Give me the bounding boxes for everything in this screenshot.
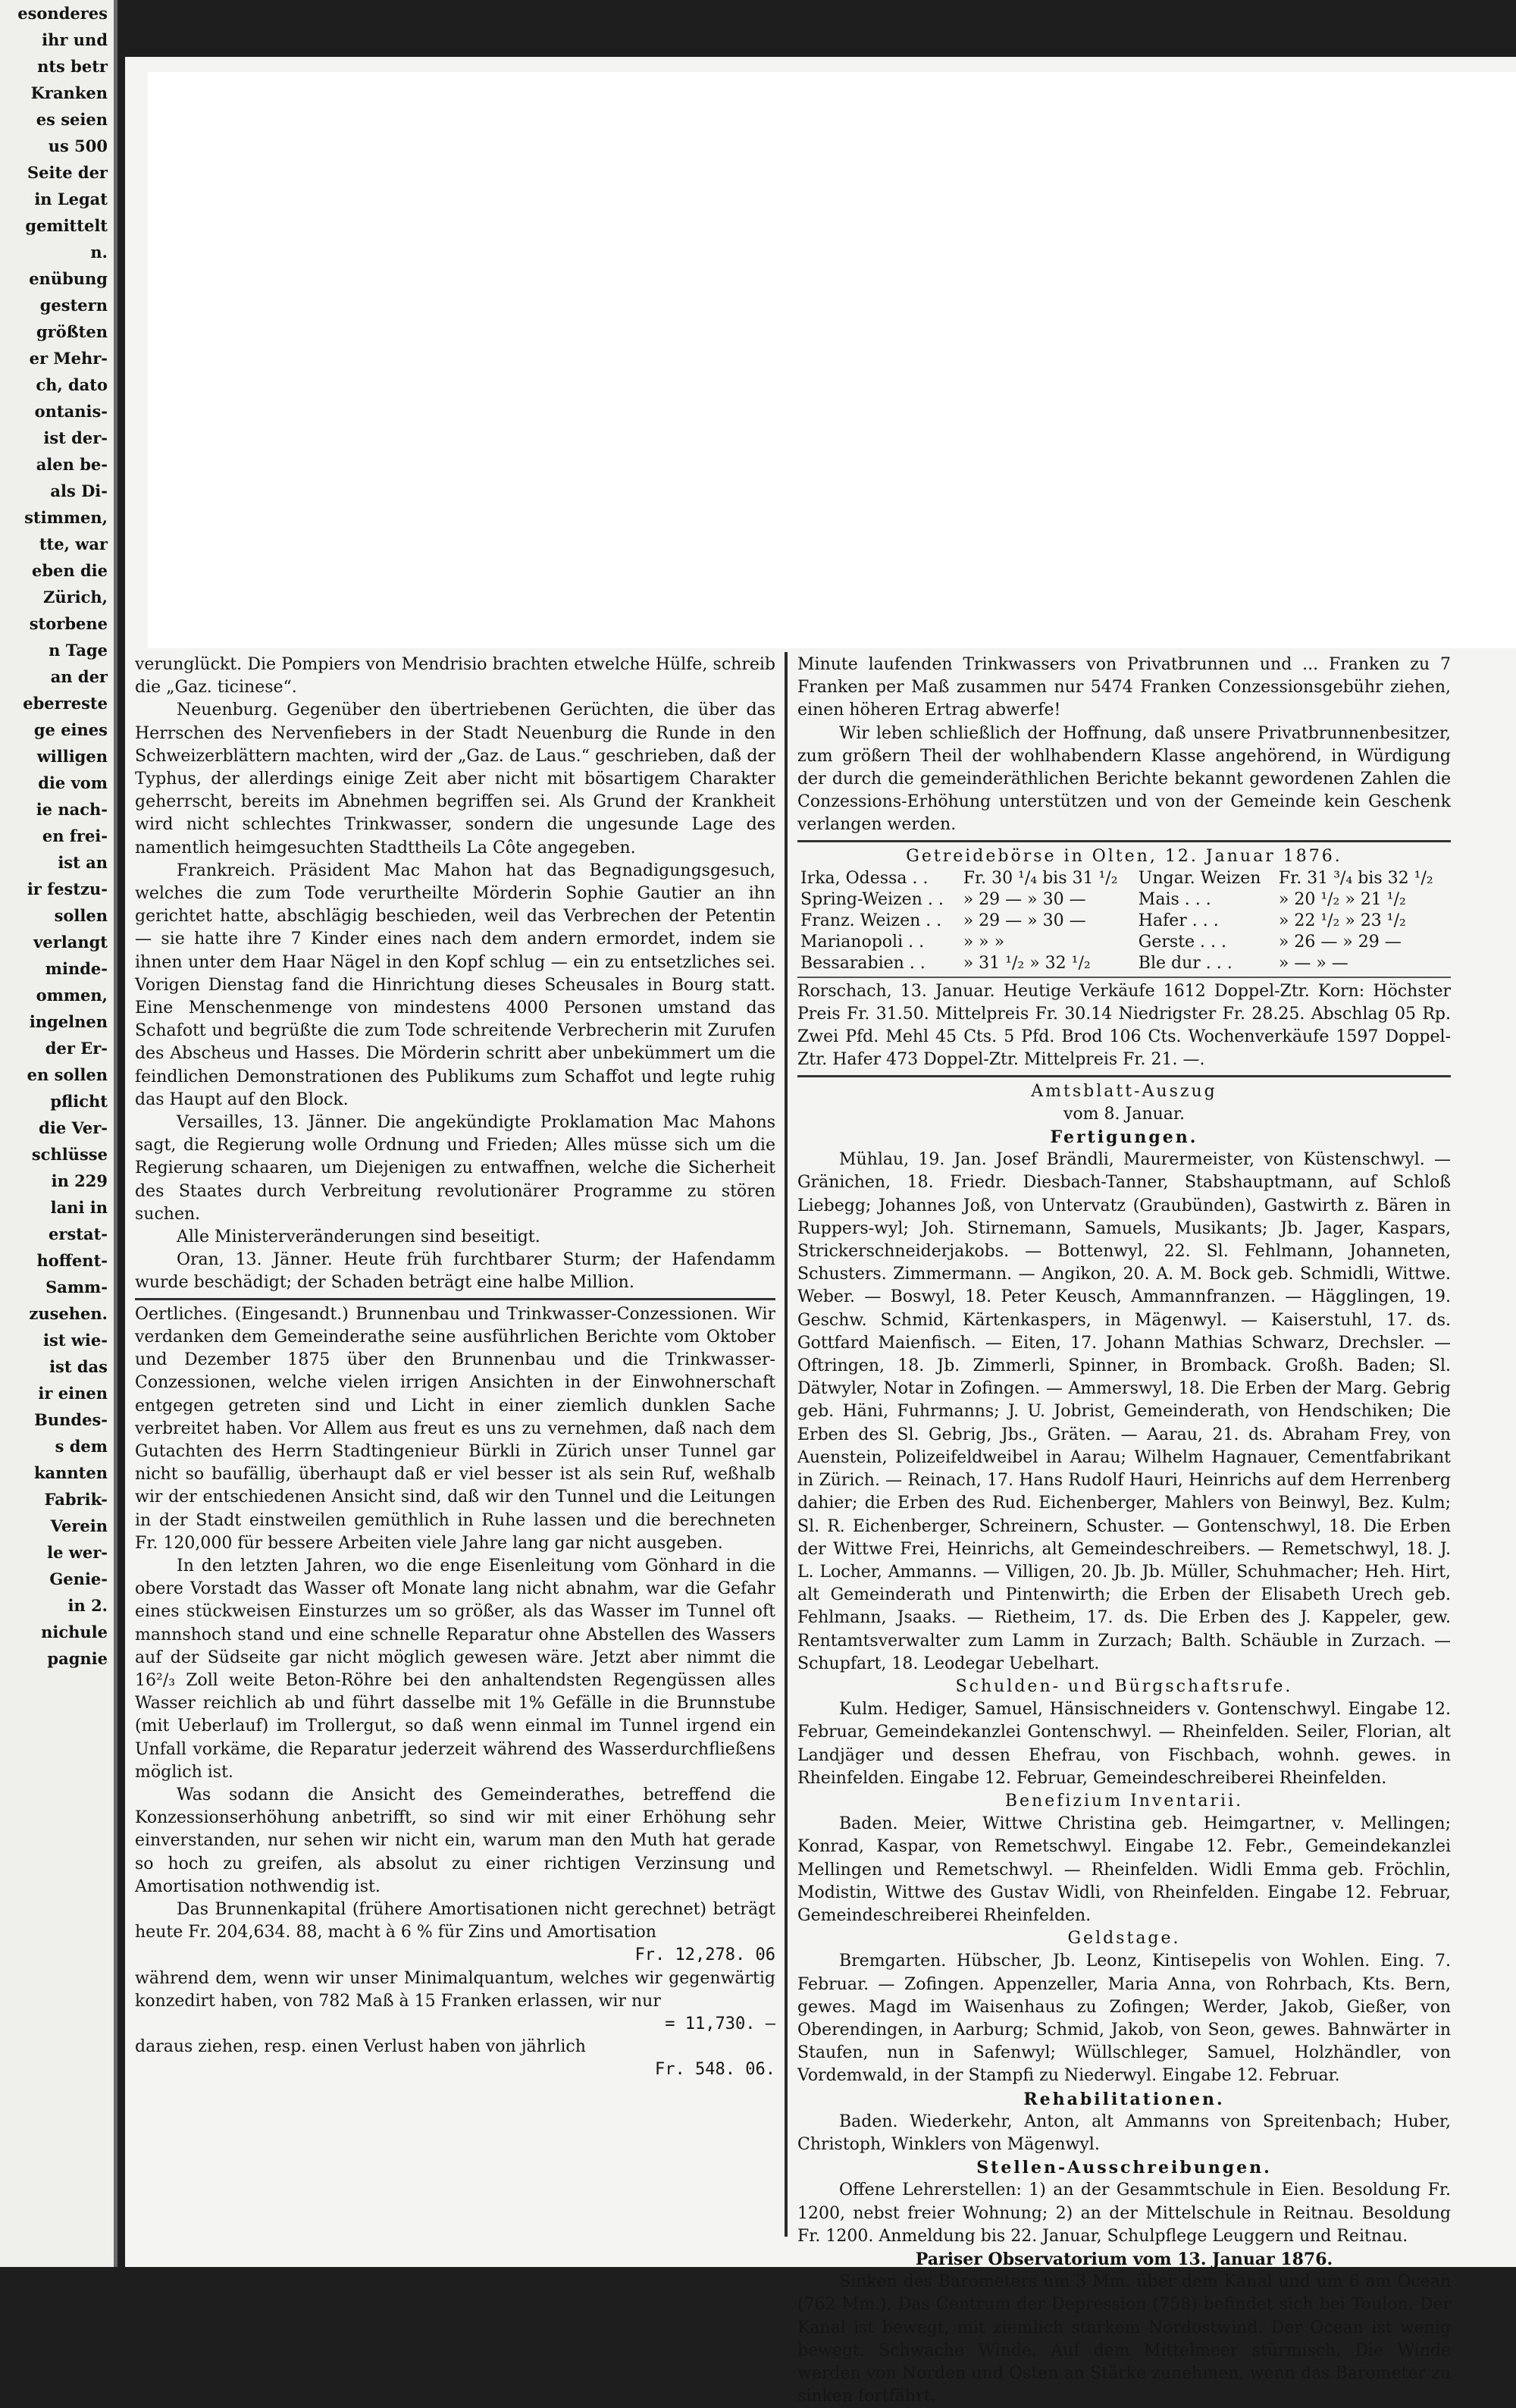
fertigungen-text: Mühlau, 19. Jan. Josef Brändli, Maurermeister, von Küstenschwyl. — Gränichen, 18. Friedr. Diesbach-Tanner, Stabshauptmann, auf Schloß Liebegg; Johannes Joß, von Untervatz (Graubünden), Gastwirth z. Bären in Ruppers-wyl; Joh. Stirnemann, Samuels, Musikants; Jb. Jager, Kaspars, Strickerschneiderjakobs. — Bottenwyl, 22. Sl. Fehlmann, Johanneten, Schusters. Zimmermann. — Angikon, 20. A. M. Bock geb. Schmidli, Wittwe. Weber. — Boswyl, 18. Peter Keusch, Ammannfranzen. — Hägglingen, 19. Geschw. Schmid, Kärtenkaspers, in Mägenwyl. — Kaiserstuhl, 17. ds. Gottfard Maienfisch. — Eiten, 17. Johann Mathias Schwarz, Drechsler. — Oftringen, 18. Jb. Zimmerli, Spinner, in Bromback. Großh. Baden; Sl. Dätwyler, Notar in Zofingen. — Ammerswyl, 18. Die Erben der Marg. Gebrig geb. Häni, Fuhrmanns; J. U. Jobrist, Gemeinderath, von Hendschiken; Die Erben des Sl. Gebrig, Jbs., Gräten. — Aarau, 21. ds. Abraham Frey, von Auenstein, Polizeifeldweibel in Aarau; Wilhelm Hagnauer, Cementfabrikant in Zürich. — Reinach, 17. Hans Rudolf Hauri, Heinrichs auf dem Herrenberg dahier; die Erben des Rud. Eichenberger, Mahlers von Beinwyl, Bez. Kulm; Sl. R. Eichenberger, Schreinern, Schuster. — Gontenschwyl, 18. Die Erben der Wittwe Frei, Heinrichs, alt Gemeindeschreibers. — Remetschwyl, 18. J. L. Locher, Ammanns. — Villigen, 20. Jb. Jb. Müller, Schuhmacher; Heh. Hirt, alt Gemeinderath und Pintenwirth; die Erben der Elisabeth Urech geb. Fehlmann, Jsaaks. — Rietheim, 17. ds. Die Erben des J. Kappeler, gew. Rentamtsverwalter zum Lamm in Zurzach; Balth. Schäuble in Zurzach. — Schupfart, 18. Leodegar Uebelhart. — [797, 1150, 1451, 1673]
margin-fragment: ist der- — [43, 428, 108, 447]
article-brunnenkapital: Das Brunnenkapital (frühere Amortisationen nicht gerechnet) beträgt heute Fr. 204,634. 88, macht à 6 % für Zins und Amortisation — [135, 1899, 775, 1942]
rehabilitationen-text: Baden. Wiederkehr, Anton, alt Ammanns von Spreitenbach; Huber, Christoph, Winklers von Mägenwyl. — [797, 2112, 1451, 2154]
margin-fragment: alen be- — [36, 455, 108, 474]
margin-fragment: hoffent- — [36, 1251, 108, 1270]
margin-fragment: gemittelt — [25, 216, 108, 235]
grain-price-cell: » 29 — » 30 — — [963, 889, 1086, 909]
margin-fragment: Seite der — [27, 163, 108, 182]
margin-fragment: in Legat — [34, 190, 108, 209]
article-konzession: Was sodann die Ansicht des Gemeinderathes, betreffend die Konzessionserhöhung anbetrifft, so sind wir mit einer Erhöhung sehr einverstanden, nur sehen wir nicht ein, warum man den Muth hat gerade so hoch zu greifen, als absolut zu einer richtigen Verzinsung und Amortisation nothwendig ist. — [135, 1785, 775, 1896]
margin-fragment: die Ver- — [39, 1118, 108, 1137]
margin-fragment: ontanis- — [34, 402, 108, 421]
margin-fragment: erstat- — [49, 1224, 108, 1243]
section-rule — [797, 840, 1451, 842]
stellen-text: Offene Lehrerstellen: 1) an der Gesammtschule in Eien. Besoldung Fr. 1200, nebst freier Wohnung; 2) an der Mittelschule in Reitnau. Besoldung Fr. 1200. Anmeldung bis 22. Januar, Schulpflege Leuggern und Reitnau. — [797, 2181, 1451, 2246]
margin-fragment: ch, dato — [36, 375, 108, 394]
amtsblatt-date: vom 8. Januar. — [1063, 1104, 1185, 1124]
article-mendrisio-end: verunglückt. Die Pompiers von Mendrisio brachten etwelche Hülfe, schreib die „Gaz. ticinese“. — [135, 655, 775, 698]
grain-price-cell: » 29 — » 30 — — [963, 911, 1086, 930]
pariser-observatorium-heading: Pariser Observatorium vom 13. Januar 1876. — [915, 2250, 1333, 2269]
grain-price-table — [797, 868, 1451, 974]
margin-fragment: tte, war — [39, 535, 108, 553]
margin-fragment: le wer- — [47, 1543, 108, 1562]
article-frankreich: Frankreich. Präsident Mac Mahon hat das Begnadigungsgesuch, welches die zum Tode verurtheilte Mörderin Sophie Gautier an ihn gerichtet hatte, abschlägig beschieden, weil das Verbrechen der Petentin — sie hatte ihre 7 Kinder eines nach dem andern ermordet, indem sie ihnen unter dem Haar Nägel in den Kopf schlug — ein zu entsetzliches sei. Vorigen Dienstag fand die Hinrichtung dieses Scheusales in Bourg statt. Eine Menschenmenge von mindestens 4000 Personen umstand das Schafott und begrüßte die zum Tode schreitende Verbrecherin mit Zurufen des Abscheus und Hasses. Die Mörderin schritt aber unbekümmert um die feindlichen Demonstrationen des Publikums zum Schaffot und legte ruhig das Haupt auf den Block. — [135, 861, 775, 1109]
margin-fragment: an der — [50, 667, 108, 686]
margin-fragment: in 2. — [67, 1596, 108, 1615]
margin-fragment: kannten — [33, 1463, 108, 1482]
grain-price-cell: Fr. 31 ³/₄ bis 32 ¹/₂ — [1278, 868, 1433, 888]
margin-fragment: minde- — [45, 959, 108, 978]
sum-line-3: Fr. 548. 06. — [655, 2060, 775, 2080]
grain-price-cell: Gerste . . . — [1138, 932, 1227, 952]
margin-fragment: ie nach- — [36, 800, 108, 819]
article-verlust: daraus ziehen, resp. einen Verlust haben von jährlich — [135, 2037, 586, 2057]
margin-fragment: pagnie — [47, 1649, 108, 1668]
margin-fragment: en sollen — [27, 1065, 108, 1084]
margin-fragment: größten — [36, 322, 108, 341]
grain-price-row — [797, 911, 1451, 932]
margin-fragment: s dem — [55, 1437, 108, 1456]
pariser-observatorium-text: Sinken des Barometers um 3 Mm. über dem Kanal und um 6 am Ocean (762 Mm.). Das Centrum der Depression (758) befindet sich bei Toulon. Der Kanal ist bewegt, mit ziemlich starkem Nordostwind. Der Ocean ist wenig bewegt. Schwache Winde. Auf dem Mittelmeer stürmisch. Die Winde werden von Norden und Osten an Stärke zunehmen, wenn das Barometer zu sinken fortfährt. — [797, 2272, 1451, 2406]
sum-line-1: Fr. 12,278. 06 — [634, 1946, 775, 1965]
margin-fragment: Fabrik- — [44, 1490, 108, 1509]
article-minister: Alle Ministerveränderungen sind beseitigt. — [177, 1228, 540, 1247]
margin-fragment: ist wie- — [43, 1331, 108, 1350]
grain-price-cell: Irka, Odessa . . — [800, 868, 929, 888]
section-rule — [797, 977, 1451, 978]
article-continuation: Minute laufenden Trinkwassers von Privatbrunnen und ... Franken zu 7 Franken per Maß zusammen nur 5474 Franken Conzessionsgebühr ziehen, einen höheren Ertrag abwerfe! — [797, 655, 1451, 720]
margin-fragment: Zürich, — [42, 588, 108, 607]
sum-line-2: = 11,730. — — [665, 2014, 775, 2033]
section-rule — [797, 1075, 1451, 1077]
grain-price-cell: Ble dur . . . — [1138, 953, 1233, 973]
margin-fragment: nichule — [41, 1623, 108, 1641]
margin-fragment: ihr und — [42, 30, 108, 49]
rehabilitationen-heading: Rehabilitationen. — [1023, 2089, 1225, 2109]
margin-fragment: sollen — [54, 906, 108, 925]
margin-fragment: us 500 — [48, 136, 108, 155]
amtsblatt-title: Amtsblatt-Auszug — [1031, 1081, 1217, 1101]
margin-fragment: Samm- — [45, 1278, 108, 1296]
margin-fragment: ir festzu- — [27, 879, 108, 898]
margin-fragment: es seien — [36, 110, 108, 129]
margin-fragment: er Mehr- — [29, 349, 108, 368]
margin-fragment: lani in — [50, 1198, 108, 1217]
grain-price-row — [797, 868, 1451, 889]
margin-fragment: willigen — [36, 747, 108, 766]
grain-price-row — [797, 932, 1451, 953]
margin-fragment: eberreste — [23, 694, 108, 713]
margin-fragment: Genie- — [49, 1569, 108, 1588]
margin-fragment: ge eines — [33, 720, 108, 739]
grain-exchange-title: Getreidebörse in Olten, 12. Januar 1876. — [906, 846, 1342, 866]
margin-fragment: ommen, — [36, 986, 108, 1005]
article-oran: Oran, 13. Jänner. Heute früh furchtbarer Sturm; der Hafendamm wurde beschädigt; der Schaden beträgt eine halbe Million. — [135, 1250, 775, 1293]
grain-price-cell: Spring-Weizen . . — [800, 889, 944, 909]
grain-price-cell: » — » — — [1278, 953, 1348, 973]
grain-price-cell: Marianopoli . . — [800, 932, 925, 952]
margin-fragment: der Er- — [45, 1039, 108, 1058]
grain-price-cell: » » » — [963, 932, 1005, 952]
margin-fragment: gestern — [39, 296, 108, 315]
margin-fragment: ist an — [58, 853, 108, 872]
margin-fragment: pflicht — [50, 1092, 108, 1111]
margin-fragment: verlangt — [33, 933, 108, 952]
section-rule — [135, 1298, 775, 1300]
margin-fragment: schlüsse — [31, 1145, 108, 1164]
geldstage-heading: Geldstage. — [1067, 1929, 1181, 1949]
margin-fragment: stimmen, — [24, 508, 108, 527]
margin-fragment: zusehen. — [29, 1304, 108, 1323]
right-column — [797, 654, 1451, 2408]
rorschach-report: Rorschach, 13. Januar. Heutige Verkäufe 1612 Doppel-Ztr. Korn: Höchster Preis Fr. 31.50. Mittelpreis Fr. 30.14 Niedrigster Fr. 28.25. Abschlag 05 Rp. Zwei Pfd. Mehl 45 Cts. 5 Pfd. Brod 106 Cts. Wochenverkäufe 1597 Doppel-Ztr. Hafer 473 Doppel-Ztr. Mittelpreis Fr. 21. —. — [797, 981, 1451, 1070]
column-divider — [785, 652, 788, 2237]
article-versailles: Versailles, 13. Jänner. Die angekündigte Proklamation Mac Mahons sagt, die Regierung wolle Ordnung und Frieden; Alles müsse sich um die Regierung schaaren, um Diejenigen zu entwaffnen, welche die Sicherheit des Staates durch Verbreitung revolutionärer Programme zu stören suchen. — [135, 1113, 775, 1224]
margin-fragment: ist das — [49, 1357, 108, 1376]
fertigungen-heading: Fertigungen. — [1050, 1127, 1198, 1148]
article-minimalquantum: während dem, wenn wir unser Minimalquantum, welches wir gegenwärtig konzedirt haben, von 782 Maß à 15 Franken erlassen, wir nur — [135, 1968, 775, 2011]
margin-fragment: in 229 — [51, 1171, 108, 1190]
article-tunnel: In den letzten Jahren, wo die enge Eisenleitung vom Gönhard in die obere Vorstadt das Wasser oft Monate lang nicht abnahm, war die Gefahr eines stückweisen Einsturzes um so größer, als das Wasser im Tunnel oft mannshoch stand und eine schnelle Reparatur ohne Abstellen des Wassers auf der Südseite gar nicht möglich gewesen wäre. Jetzt aber nimmt die 16²/₃ Zoll weite Beton-Röhre bei den anhaltendsten Regengüssen alles Wasser reichlich ab und führt dasselbe mit 1% Gefälle in die Brunnstube (mit Ueberlauf) im Trollergut, so daß wenn einmal im Tunnel irgend ein Unfall vorkäme, die Reparatur jederzeit während des Wasserdurchfließens möglich ist. — [135, 1556, 775, 1782]
grain-price-cell: Franz. Weizen . . — [800, 911, 942, 930]
margin-fragment: n Tage — [49, 641, 108, 660]
margin-fragment: nts betr — [37, 57, 108, 76]
margin-fragment: Bundes- — [34, 1410, 108, 1429]
grain-price-row — [797, 953, 1451, 974]
grain-price-cell: » 26 — » 29 — — [1278, 932, 1402, 952]
geldstage-text: Bremgarten. Hübscher, Jb. Leonz, Kintisepelis von Wohlen. Eing. 7. Februar. — Zofingen. Appenzeller, Maria Anna, von Rohrbach, Kts. Bern, gewes. Magd im Waisenhaus zu Zofingen; Werder, Jakob, Gießer, von Oberendingen, in Aarburg; Schmid, Jakob, von Seon, gewes. Bahnwärter in Staufen, nun in Safenwyl; Wüllschleger, Samuel, Holzhändler, von Vordemwald, in der Stampfi zu Niederwyl. Eingabe 12. Februar. — [797, 1952, 1451, 2086]
margin-fragment: en frei- — [42, 826, 108, 845]
grain-price-cell: Hafer . . . — [1138, 911, 1219, 930]
margin-fragment: die vom — [38, 773, 108, 792]
article-oertliches: Oertliches. (Eingesandt.) Brunnenbau und Trinkwasser-Conzessionen. Wir verdanken dem Gemeinderathe seine ausführlichen Berichte vom Oktober und Dezember 1875 über den Brunnenbau und die Trinkwasser-Conzessionen, welche vielen irrigen Ansichten in der Einwohnerschaft entgegen getreten sind und Licht in einer ziemlich dunklen Sache verbreitet haben. Vor Allem aus freut es uns zu vernehmen, daß nach dem Gutachten des Herrn Stadtingenieur Bürkli in Zürich unser Tunnel gar nicht so baufällig, überhaupt daß er viel besser ist als sein Ruf, weßhalb wir der entschiedenen Ansicht sind, daß wir den Tunnel und die Leitungen in der Stadt einstweilen gemüthlich in Ruhe lassen und die berechneten Fr. 120,000 für bessere Arbeiten viele Jahre lang gar nicht ausgeben. — [135, 1304, 775, 1553]
margin-fragment: storbene — [29, 614, 108, 633]
grain-price-cell: Ungar. Weizen — [1138, 868, 1261, 888]
margin-fragment: eben die — [31, 561, 108, 580]
grain-price-cell: » 22 ¹/₂ » 23 ¹/₂ — [1278, 911, 1406, 930]
margin-fragment: esonderes — [17, 4, 108, 23]
grain-price-cell: » 20 ¹/₂ » 21 ¹/₂ — [1278, 889, 1406, 909]
grain-price-cell: Mais . . . — [1138, 889, 1211, 909]
article-neuenburg: Neuenburg. Gegenüber den übertriebenen Gerüchten, die über das Herrschen des Nervenfiebers in der Stadt Neuenburg die Runde in den Schweizerblättern machten, wird der „Gaz. de Laus.“ geschrieben, daß der Typhus, der allerdings einige Zeit aber nicht mit bösartigem Charakter geherrscht, bereits im Abnehmen begriffen sei. Als Grund der Krankheit wird nicht schlechtes Trinkwasser, sondern die ungesunde Lage des namentlich heimgesuchten Stadttheils La Côte angegeben. — [135, 701, 775, 858]
schulden-text: Kulm. Hediger, Samuel, Hänsischneiders v. Gontenschwyl. Eingabe 12. Februar, Gemeindekanzlei Gontenschwyl. — Rheinfelden. Seiler, Florian, alt Landjäger und dessen Ehefrau, von Fischbach, wohnh. gewes. in Rheinfelden. Eingabe 12. Februar, Gemeindeschreiberei Rheinfelden. — [797, 1700, 1451, 1788]
stellen-heading: Stellen-Ausschreibungen. — [976, 2158, 1272, 2178]
margin-fragment: ir einen — [38, 1384, 108, 1403]
margin-fragment: Kranken — [30, 83, 108, 102]
benefizium-text: Baden. Meier, Wittwe Christina geb. Heimgartner, v. Mellingen; Konrad, Kaspar, von Remetschwyl. Eingabe 12. Febr., Gemeindekanzlei Mellingen und Remetschwyl. — Rheinfelden. Widli Emma geb. Fröchlin, Modistin, Wittwe des Gustav Widli, von Rheinfelden. Eingabe 12. Februar, Gemeindeschreiberei Rheinfelden. — [797, 1814, 1451, 1925]
blank-paper-overlay — [148, 72, 1516, 648]
margin-fragment: n. — [90, 243, 108, 262]
schulden-heading: Schulden- und Bürgschaftsrufe. — [955, 1676, 1293, 1696]
margin-fragment: als Di- — [50, 481, 108, 500]
grain-price-cell: » 31 ¹/₂ » 32 ¹/₂ — [963, 953, 1091, 973]
grain-price-cell: Bessarabien . . — [800, 953, 926, 973]
article-hoffnung: Wir leben schließlich der Hoffnung, daß unsere Privatbrunnenbesitzer, zum größern Theil der wohlhabendern Klasse angehörend, in Würdigung der durch die gemeinderäthlichen Berichte bekannt gewordenen Zahlen die Conzessions-Erhöhung unterstützen und von der Gemeinde kein Geschenk verlangen werden. — [797, 723, 1451, 835]
margin-fragment: ingelnen — [29, 1012, 108, 1031]
left-column — [135, 654, 775, 2082]
margin-fragment: enübung — [29, 269, 108, 288]
benefizium-heading: Benefizium Inventarii. — [1004, 1791, 1244, 1811]
grain-price-row — [797, 889, 1451, 911]
margin-fragment: Verein — [50, 1516, 108, 1535]
grain-price-cell: Fr. 30 ¹/₄ bis 31 ¹/₂ — [963, 868, 1118, 888]
adjacent-page-strip — [0, 0, 117, 2267]
